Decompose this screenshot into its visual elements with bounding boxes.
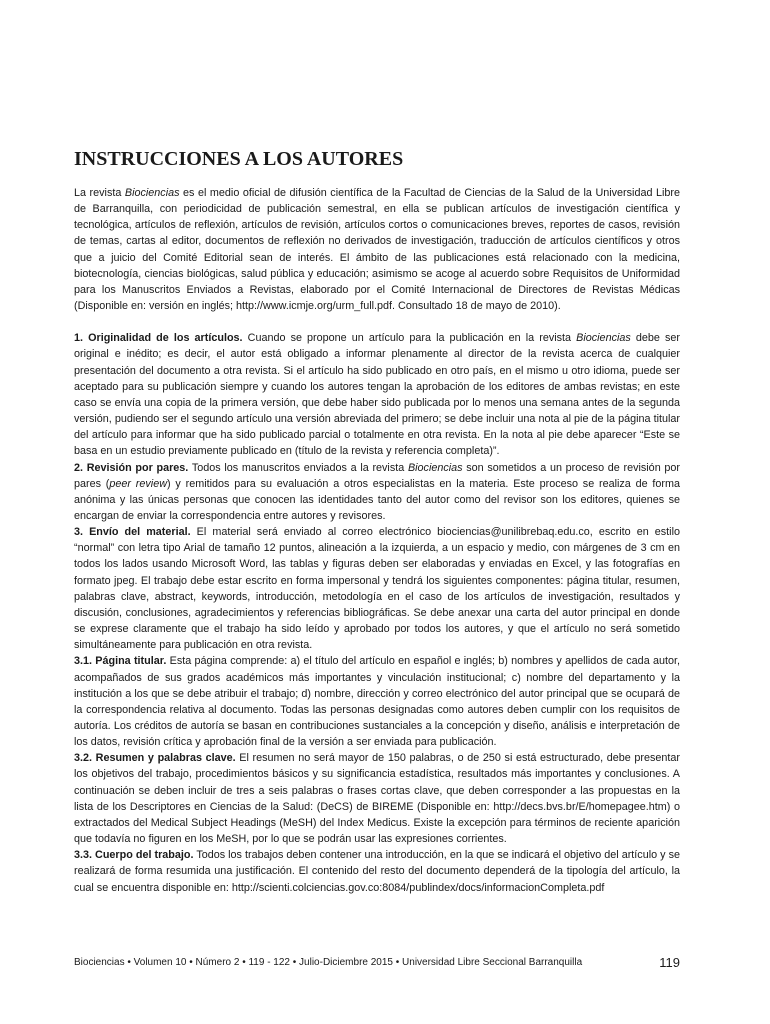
section-title-page (74, 653, 680, 750)
journal-name: Biociencias (407, 461, 463, 474)
intro-text-rest: es el medio oficial de difusión científica de la Facultad de Ciencias de la Salud de la Universidad Libre de Barranquilla, con periodicidad de publicación semestral, en ella se publican artículos de investigación científica y tecnológica, artículos de reflexión, artículos de revisión, artículos cortos o comunicaciones breves, reportes de casos, revisión de temas, cartas al editor, documentos de reflexión no derivados de investigación, traducción de artículos científicos y otros que a juicio del Comité Editorial sean de interés. El ámbito de las publicaciones está relacionado con la medicina, biotecnología, ciencias biológicas, salud pública y educación; asimismo se acoge al acuerdo sobre Requisitos de Uniformidad para los Manuscritos Enviados a Revistas, elaborado por el Comité Internacional de Directores de Revistas Médicas (Disponible en: versión en inglés; http://www.icmje.org/urm_full.pdf. Consultado 18 de mayo de 2010). (74, 187, 681, 313)
section-text: Cuando se propone un artículo para la publicación en la revista (242, 332, 577, 345)
section-text: debe ser original e inédito; es decir, el autor está obligado a informar plenamente al director de la revista acerca de cualquier presentación del documento a otra revista. Si el artículo ha sido publicado en otro país, en el mismo u otro idioma, puede ser aceptado para su publicación siempre y cuando los autores tengan la aprobación de los editores de ambas revistas; en este caso se envía una copia de la primera versión, que debe haber sido publicada por lo menos una semana antes de la segunda versión, pudiendo ser el segundo artículo una versión abreviada del primero; se debe incluir una nota al pie de la página titular del artículo para informar que ha sido publicado parcial o totalmente en otra revista. En la nota al pie debe aparecer “Este se basa en un estudio previamente publicado en (título de la revista y referencia completa)”. (74, 332, 680, 458)
page-number: 119 (659, 955, 680, 970)
section-heading: 3.1. Página titular. (74, 655, 167, 668)
section-text: Todos los trabajos deben contener una introducción, en la que se indicará el objetivo del artículo y se realizará de forma resumida una justificación. El contenido del resto del documento dependerá de la tipología del artículo, la cual se encuentra disponible en: http://scienti.colciencias.gov.co:8084/publindex/docs/informacionCompleta.pdf (74, 849, 680, 894)
section-text: El material será enviado al correo electrónico biociencias@unilibrebaq.edu.co, escrito en estilo “normal” con letra tipo Arial de tamaño 12 puntos, alineación a la izquierda, a un espacio y medio, con márgenes de 3 cm en todos los lados usando Microsoft Word, las tablas y figuras deben ser elaboradas y enviadas en Excel, y las fotografías en formato jpeg. El trabajo debe estar escrito en forma impersonal y tendrá los siguientes componentes: página titular, resumen, palabras clave, abstract, keywords, introducción, metodología en el caso de los artículos de investigación, resultados y discusión, conclusiones, agradecimientos y referencias bibliográficas. Se debe anexar una carta del autor principal en donde se exprese claramente que el trabajo ha sido leído y aprobado por todos los autores, y que el artículo no será sometido simultáneamente para publicación en otra revista. (74, 526, 680, 652)
intro-paragraph (74, 185, 680, 314)
section-body-of-work (74, 847, 680, 895)
intro-text-start: La revista (74, 187, 125, 199)
paragraph-gap (74, 314, 680, 330)
section-peer-review (74, 460, 680, 525)
section-heading: 3.3. Cuerpo del trabajo. (74, 849, 194, 862)
footer-citation: Biociencias • Volumen 10 • Número 2 • 119 - 122 • Julio-Diciembre 2015 • Universidad Libre Seccional Barranquilla (74, 957, 583, 968)
journal-name: Biociencias (576, 332, 631, 345)
section-text: Todos los manuscritos enviados a la revista (188, 461, 408, 474)
section-text: El resumen no será mayor de 150 palabras, o de 250 si está estructurado, debe presentar los objetivos del trabajo, procedimientos básicos y su significancia estadística, resultados más importantes y conclusiones. A continuación se deben incluir de tres a seis palabras o frases cortas clave, que deben corresponder a las propuestas en la lista de los Descriptores en Ciencias de la Salud: (DeCS) de BIREME (Disponible en: http://decs.bvs.br/E/homepagee.htm) o extractados del Medical Subject Headings (MeSH) del Index Medicus. Existe la excepción para términos de reciente aparición que todavía no figuren en los MeSH, por lo que se podrán usar las expresiones corrientes. (74, 752, 681, 846)
section-heading: 1. Originalidad de los artículos. (74, 332, 243, 345)
journal-name: Biociencias (124, 187, 180, 199)
section-text: Esta página comprende: a) el título del artículo en español e inglés; b) nombres y apellidos de cada autor, acompañados de sus grados académicos más importantes y vinculación institucional; c) nombre del departamento y la institución a los que se debe atribuir el trabajo; d) nombre, dirección y correo electrónico del autor principal que se ocupará de la correspondencia relativa al documento. Todas las personas designadas como autores deben cumplir con los requisitos de autoría. Los créditos de autoría se basan en contribuciones sustanciales a la concepción y diseño, análisis e interpretación de los datos, revisión crítica y aprobación final de la versión a ser enviada para publicación. (74, 655, 680, 749)
section-heading: 3.2. Resumen y palabras clave. (74, 752, 236, 765)
section-text: ) y remitidos para su evaluación a otros especialistas en la materia. Este proceso se realiza de forma anónima y las únicas personas que conocen las identidades tanto del autor como del revisor son los editores, quienes se encargan de enviar la correspondencia entre autores y revisores. (74, 477, 680, 522)
section-heading: 3. Envío del material. (74, 526, 191, 539)
section-text: son sometidos a un proceso de revisión por pares ( (74, 461, 680, 490)
section-originality (74, 330, 680, 459)
article-body (74, 185, 680, 896)
peer-review-term: peer review (109, 477, 168, 490)
section-submission (74, 524, 680, 653)
section-abstract-keywords (74, 750, 680, 847)
page-title: INSTRUCCIONES A LOS AUTORES (74, 148, 404, 170)
section-heading: 2. Revisión por pares. (74, 461, 189, 474)
